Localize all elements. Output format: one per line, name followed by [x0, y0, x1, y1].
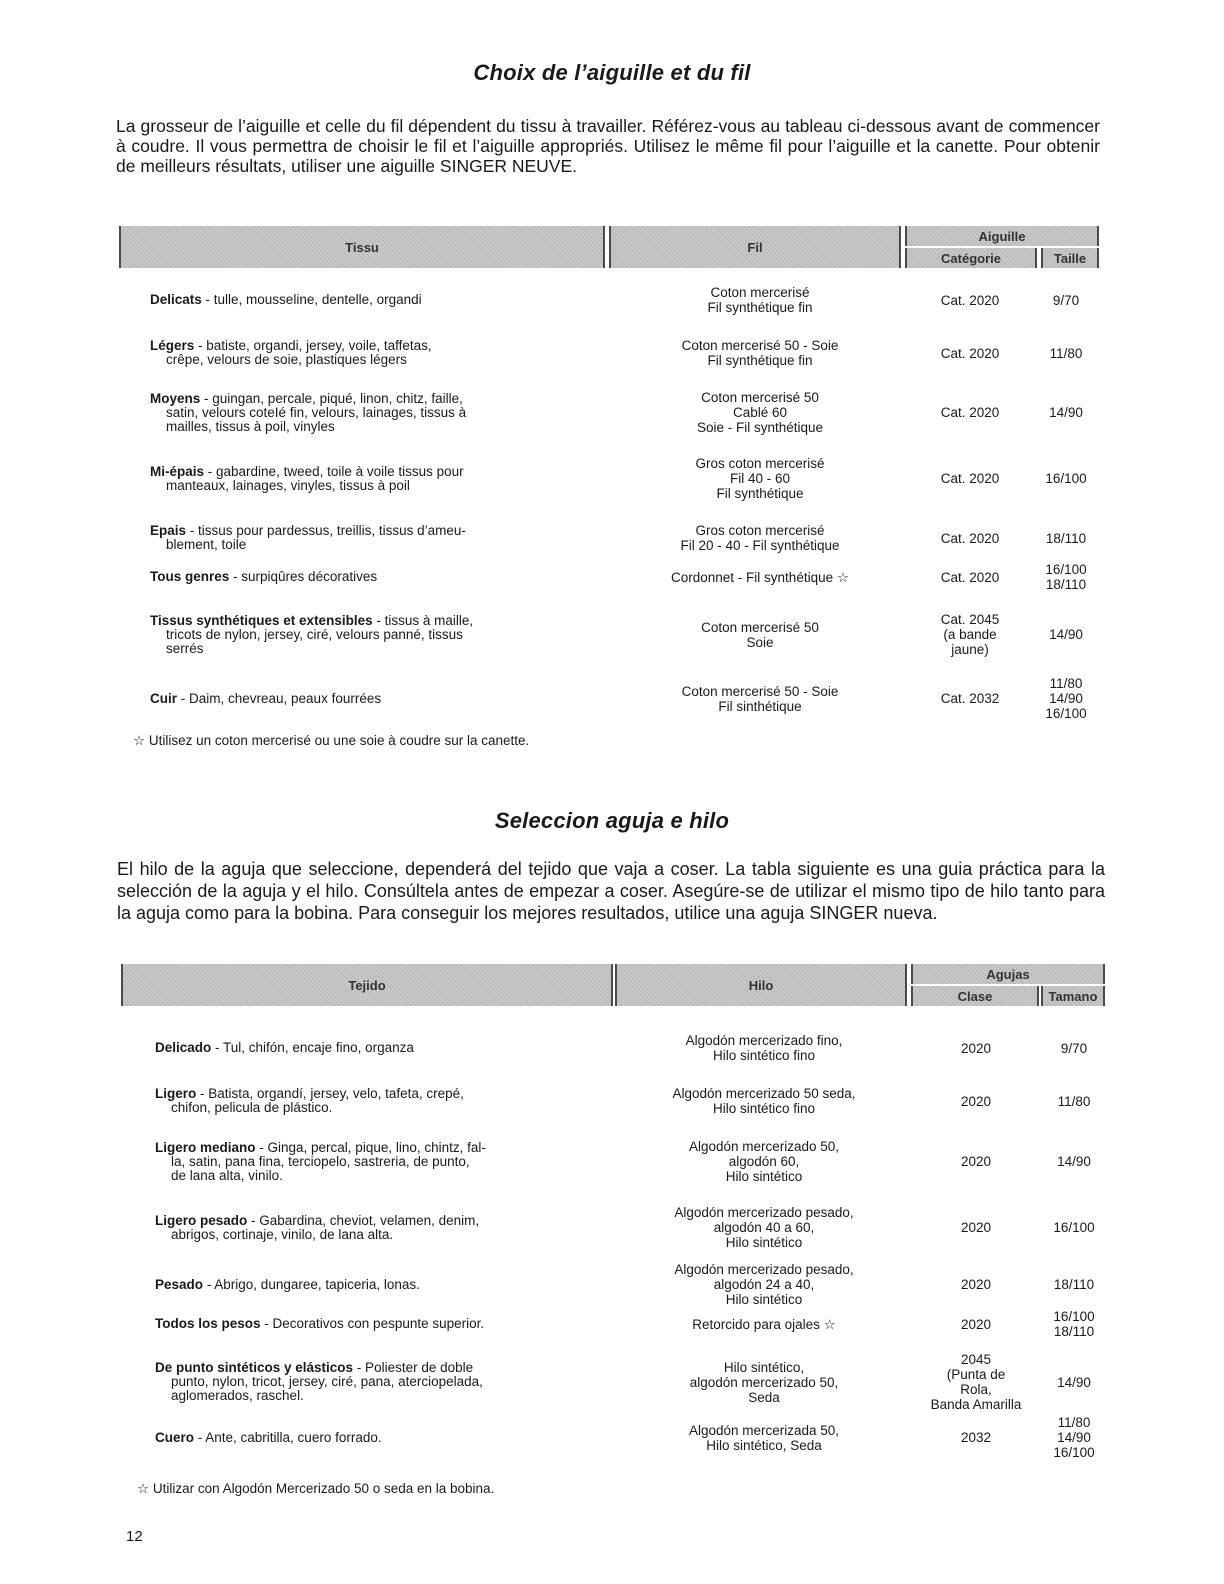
- fr-footnote: ☆ Utilisez un coton mercerisé ou une soie à coudre sur la canette.: [133, 733, 530, 748]
- needle-size-cell: [1030, 293, 1102, 308]
- needle-category-line: 2020: [960, 1220, 992, 1235]
- thread-line: Coton mercerisé: [710, 285, 810, 300]
- needle-category-cell: [920, 1154, 1032, 1169]
- fabric-desc-line: - tissus à maille,: [372, 612, 474, 628]
- thread-cell: [612, 523, 908, 553]
- fabric-description: [150, 570, 580, 584]
- needle-size-cell: [1030, 531, 1102, 546]
- es-title: Seleccion aguja e hilo: [494, 808, 730, 833]
- thread-line: Gros coton mercerisé: [695, 456, 825, 471]
- needle-size-line: 18/110: [1045, 530, 1087, 546]
- fabric-name: Tissus synthétiques et extensibles: [150, 612, 373, 628]
- needle-size-line: 16/100: [1053, 1309, 1095, 1324]
- fabric-desc-line: mailles, tissus à poil, vinyles: [166, 418, 335, 434]
- fabric-name: Pesado: [155, 1276, 204, 1292]
- needle-size-line: 18/110: [1045, 577, 1087, 592]
- thread-line: Algodón mercerizado fino,: [685, 1033, 843, 1048]
- needle-size-line: 16/100: [1045, 471, 1087, 486]
- thread-line: Fil synthétique fin: [707, 300, 813, 315]
- fabric-name: Todos los pesos: [155, 1316, 261, 1331]
- thread-cell: [616, 1033, 912, 1063]
- needle-size-line: 9/70: [1052, 292, 1080, 308]
- thread-line: Hilo sintético fino: [712, 1048, 816, 1063]
- thread-line: algodón mercerizado 50,: [689, 1374, 839, 1390]
- page-number: 12: [126, 1528, 143, 1545]
- fabric-desc-line: abrigos, cortinaje, vinilo, de lana alta.: [171, 1226, 394, 1242]
- thread-cell: [612, 456, 908, 501]
- fabric-name: Mi-épais: [150, 463, 205, 479]
- fabric-desc-line: manteaux, lainages, vinyles, tissus à poil: [166, 477, 410, 493]
- needle-category-cell: [915, 346, 1025, 361]
- needle-category-cell: [920, 1317, 1032, 1332]
- thread-line: Fil sinthétique: [718, 698, 802, 714]
- fr-header-fil: Fil: [609, 226, 901, 268]
- thread-line: Cordonnet - Fil synthétique ☆: [671, 569, 849, 585]
- thread-line: Gros coton mercerisé: [695, 523, 825, 538]
- fabric-desc-line: de lana alta, vinilo.: [171, 1167, 283, 1183]
- needle-size-line: 11/80: [1057, 1415, 1091, 1430]
- fabric-desc-line: crêpe, velours de soie, plastiques légers: [166, 352, 407, 367]
- fabric-name: Moyens: [150, 390, 201, 406]
- thread-cell: [612, 620, 908, 650]
- fabric-desc-line: - tissus pour pardessus, treillis, tissus d’ameu-: [186, 523, 466, 538]
- thread-cell: [612, 684, 908, 714]
- needle-category-line: Cat. 2020: [940, 569, 1000, 585]
- fabric-desc-line: tricots de nylon, jersey, ciré, velours panné, tissus: [166, 626, 463, 642]
- es-header-tejido: Tejido: [121, 964, 613, 1006]
- needle-category-cell: [920, 1041, 1032, 1056]
- needle-category-line: Cat. 2032: [940, 691, 1000, 706]
- needle-category-cell: [915, 531, 1025, 546]
- needle-category-cell: [920, 1352, 1032, 1412]
- thread-cell: [612, 338, 908, 368]
- thread-line: Fil synthétique: [716, 486, 804, 501]
- fabric-desc-line: - Decorativos con pespunte superior.: [260, 1316, 485, 1331]
- thread-line: Hilo sintético fino: [712, 1101, 816, 1116]
- thread-line: Hilo sintético,: [723, 1359, 805, 1375]
- fabric-desc-line: punto, nylon, tricot, jersey, ciré, pana, aterciopelada,: [171, 1374, 483, 1389]
- needle-size-line: 14/90: [1057, 1154, 1091, 1169]
- fabric-desc-line: aglomerados, raschel.: [171, 1388, 304, 1403]
- needle-category-line: Cat. 2020: [940, 345, 1000, 361]
- thread-line: Hilo sintético: [725, 1235, 803, 1250]
- needle-size-line: 14/90: [1057, 1430, 1091, 1445]
- fr-header-taille: Taille: [1041, 248, 1099, 268]
- needle-category-line: (Punta de: [946, 1367, 1006, 1382]
- needle-category-line: 2020: [960, 1040, 992, 1056]
- fabric-name: Delicado: [155, 1040, 212, 1055]
- thread-line: Seda: [748, 1389, 780, 1405]
- thread-line: Soie: [746, 634, 774, 650]
- thread-cell: [616, 1262, 912, 1307]
- fabric-description: [155, 1041, 585, 1055]
- needle-category-line: 2020: [960, 1316, 992, 1332]
- needle-size-cell: [1038, 1415, 1110, 1460]
- thread-line: Algodón mercerizado pesado,: [674, 1262, 854, 1277]
- needle-category-line: Cat. 2045: [940, 612, 1000, 627]
- needle-category-line: Rola,: [960, 1382, 992, 1397]
- needle-size-cell: [1038, 1220, 1110, 1235]
- fr-header-categorie: Catégorie: [905, 248, 1037, 268]
- thread-line: Cablé 60: [732, 405, 788, 420]
- fabric-name: Cuir: [150, 690, 177, 706]
- thread-line: Fil synthétique fin: [707, 353, 813, 368]
- fabric-desc-line: - Poliester de doble: [353, 1360, 474, 1375]
- es-header-clase: Clase: [911, 986, 1039, 1006]
- fabric-description: [150, 524, 580, 552]
- thread-line: Hilo sintético: [725, 1169, 803, 1184]
- fr-header-tissu: Tissu: [119, 226, 605, 268]
- needle-size-cell: [1030, 676, 1102, 721]
- needle-category-cell: [915, 612, 1025, 657]
- fabric-description: [150, 614, 580, 656]
- thread-line: Coton mercerisé 50: [701, 619, 819, 635]
- thread-line: Algodón mercerizado pesado,: [674, 1205, 854, 1220]
- needle-category-cell: [920, 1220, 1032, 1235]
- needle-size-cell: [1030, 627, 1102, 642]
- needle-size-cell: [1030, 562, 1102, 592]
- needle-size-line: 14/90: [1049, 627, 1083, 642]
- fabric-desc-line: - Daim, chevreau, peaux fourrées: [177, 690, 382, 706]
- es-table-header: [121, 964, 1105, 1006]
- needle-category-line: Cat. 2020: [940, 405, 1000, 420]
- thread-cell: [616, 1139, 912, 1184]
- thread-line: Hilo sintético, Seda: [706, 1437, 822, 1453]
- es-header-tamano: Tamano: [1041, 986, 1105, 1006]
- fabric-desc-line: - Batista, organdí, jersey, velo, tafeta, crepé,: [196, 1086, 464, 1101]
- needle-size-cell: [1030, 471, 1102, 486]
- fabric-desc-line: - Gabardina, cheviot, velamen, denim,: [247, 1212, 480, 1228]
- thread-line: Coton mercerisé 50 - Soie: [681, 683, 839, 699]
- fabric-name: Tous genres: [150, 569, 230, 584]
- needle-category-cell: [915, 293, 1025, 308]
- fabric-desc-line: - tulle, mousseline, dentelle, organdi: [201, 292, 422, 307]
- fabric-name: Delicats: [150, 292, 202, 307]
- fr-intro: La grosseur de l’aiguille et celle du fil dépendent du tissu à travailler. Référez-vous au tableau ci-dessous avant de commencer à coudre. Il vous permettra de choisir le fil et l’aiguille appropriés. Utilisez le même fil pour l’aiguille et la canette. Pour obtenir de meilleurs résultats, utiliser une aiguille SINGER NEUVE.: [116, 116, 1100, 176]
- fabric-description: [155, 1361, 585, 1403]
- es-footnote: ☆ Utilizar con Algodón Mercerizado 50 o seda en la bobina.: [137, 1481, 495, 1496]
- needle-size-cell: [1038, 1309, 1110, 1339]
- needle-size-line: 16/100: [1053, 1220, 1095, 1235]
- fabric-name: Ligero mediano: [155, 1139, 256, 1155]
- fr-title: Choix de l’aiguille et du fil: [473, 60, 751, 85]
- needle-category-cell: [920, 1094, 1032, 1109]
- needle-size-line: 16/100: [1045, 706, 1087, 721]
- thread-cell: [616, 1360, 912, 1405]
- needle-category-cell: [915, 691, 1025, 706]
- fabric-name: Epais: [150, 523, 187, 538]
- needle-category-cell: [915, 471, 1025, 486]
- fabric-desc-line: satin, velours coteIé fin, velours, lainages, tissus à: [166, 404, 467, 420]
- fabric-name: Ligero: [155, 1086, 197, 1101]
- thread-line: Retorcido para ojales ☆: [692, 1316, 836, 1332]
- fr-table-header: [119, 226, 1099, 268]
- needle-size-line: 9/70: [1060, 1040, 1088, 1056]
- fabric-desc-line: - Ginga, percal, pique, lino, chintz, fal-: [255, 1139, 486, 1155]
- thread-cell: [616, 1205, 912, 1250]
- thread-line: Algodón mercerizado 50,: [688, 1139, 840, 1154]
- thread-cell: [616, 1086, 912, 1116]
- fabric-desc-line: - Ante, cabritilla, cuero forrado.: [194, 1429, 382, 1445]
- thread-cell: [616, 1423, 912, 1453]
- fabric-desc-line: - gabardine, tweed, toile à voile tissus pour: [204, 463, 464, 479]
- needle-category-cell: [915, 570, 1025, 585]
- needle-size-line: 14/90: [1049, 405, 1083, 420]
- needle-category-line: 2032: [960, 1430, 992, 1445]
- fabric-description: [155, 1431, 585, 1445]
- thread-line: algodón 60,: [728, 1154, 800, 1169]
- thread-cell: [612, 570, 908, 585]
- thread-line: Algodón mercerizada 50,: [688, 1422, 840, 1438]
- needle-size-line: 18/110: [1053, 1324, 1095, 1339]
- fabric-name: Ligero pesado: [155, 1212, 248, 1228]
- fabric-description: [150, 339, 580, 367]
- thread-line: Soie - Fil synthétique: [696, 420, 824, 435]
- needle-size-cell: [1038, 1154, 1110, 1169]
- needle-category-cell: [920, 1277, 1032, 1292]
- es-header-agujas: Agujas: [911, 964, 1105, 984]
- needle-size-line: 16/100: [1045, 562, 1087, 577]
- needle-category-cell: [920, 1430, 1032, 1445]
- es-intro: El hilo de la aguja que seleccione, dependerá del tejido que vaja a coser. La tabla siguiente es una guia práctica para la selección de la aguja y el hilo. Consúltela antes de empezar a coser. Asegúre-se de utilizar el mismo tipo de hilo tanto para la aguja como para la bobina. Para conseguir los mejores resultados, utilice una aguja SINGER nueva.: [117, 859, 1105, 923]
- thread-line: Algodón mercerizado 50 seda,: [672, 1086, 856, 1101]
- needle-category-line: Cat. 2020: [940, 471, 1000, 486]
- fabric-desc-line: - surpiqûres décoratives: [229, 569, 378, 584]
- needle-category-line: Cat. 2020: [940, 292, 1000, 308]
- needle-size-line: 14/90: [1049, 691, 1083, 706]
- needle-size-line: 16/100: [1053, 1445, 1095, 1460]
- needle-category-line: 2020: [960, 1154, 992, 1169]
- thread-line: Fil 20 - 40 - Fil synthétique: [680, 538, 840, 553]
- needle-size-line: 14/90: [1057, 1374, 1091, 1390]
- fabric-description: [150, 465, 580, 493]
- thread-cell: [616, 1317, 912, 1332]
- needle-size-cell: [1038, 1094, 1110, 1109]
- fabric-description: [155, 1278, 585, 1292]
- fabric-description: [155, 1141, 585, 1183]
- thread-cell: [612, 285, 908, 315]
- fabric-desc-line: blement, toile: [166, 537, 247, 552]
- needle-size-line: 11/80: [1057, 1093, 1091, 1109]
- needle-size-cell: [1030, 346, 1102, 361]
- thread-line: algodón 40 a 60,: [713, 1220, 815, 1235]
- fabric-description: [150, 692, 580, 706]
- thread-line: algodón 24 a 40,: [713, 1277, 815, 1292]
- es-header-hilo: Hilo: [615, 964, 907, 1006]
- thread-line: Coton mercerisé 50: [701, 390, 819, 405]
- fabric-name: De punto sintéticos y elásticos: [155, 1360, 354, 1375]
- needle-category-line: 2045: [960, 1352, 992, 1367]
- needle-category-line: Cat. 2020: [940, 530, 1000, 546]
- needle-size-line: 11/80: [1049, 345, 1083, 361]
- needle-size-cell: [1030, 405, 1102, 420]
- needle-size-line: 11/80: [1049, 676, 1083, 691]
- thread-line: Coton mercerisé 50 - Soie: [681, 338, 839, 353]
- fabric-desc-line: la, satin, pana fina, terciopelo, sastreria, de punto,: [171, 1153, 470, 1169]
- needle-category-line: Banda Amarilla: [930, 1397, 1022, 1412]
- needle-category-cell: [915, 405, 1025, 420]
- needle-category-line: jaune): [951, 642, 989, 657]
- needle-size-cell: [1038, 1277, 1110, 1292]
- fabric-desc-line: serrés: [166, 640, 204, 656]
- needle-category-line: 2020: [960, 1093, 992, 1109]
- fabric-desc-line: - Tul, chifón, encaje fino, organza: [211, 1040, 414, 1055]
- fabric-desc-line: - guingan, percale, piqué, linon, chitz, faille,: [200, 390, 463, 406]
- fr-header-aiguille: Aiguille: [905, 226, 1099, 246]
- fabric-desc-line: - Abrigo, dungaree, tapiceria, lonas.: [203, 1276, 420, 1292]
- needle-category-line: 2020: [960, 1277, 992, 1292]
- fabric-description: [155, 1317, 585, 1331]
- thread-cell: [612, 390, 908, 435]
- fabric-description: [150, 392, 580, 434]
- fabric-description: [155, 1214, 585, 1242]
- fabric-name: Cuero: [155, 1429, 195, 1445]
- fabric-description: [150, 293, 580, 307]
- needle-size-cell: [1038, 1375, 1110, 1390]
- fabric-desc-line: chifon, pelicula de plástico.: [171, 1100, 333, 1115]
- needle-size-line: 18/110: [1053, 1277, 1095, 1292]
- fabric-name: Légers: [150, 338, 195, 353]
- needle-size-cell: [1038, 1041, 1110, 1056]
- thread-line: Hilo sintético: [725, 1292, 803, 1307]
- fabric-description: [155, 1087, 585, 1115]
- needle-category-line: (a bande: [943, 627, 997, 642]
- fabric-desc-line: - batiste, organdi, jersey, voile, taffetas,: [194, 338, 432, 353]
- thread-line: Fil 40 - 60: [729, 471, 791, 486]
